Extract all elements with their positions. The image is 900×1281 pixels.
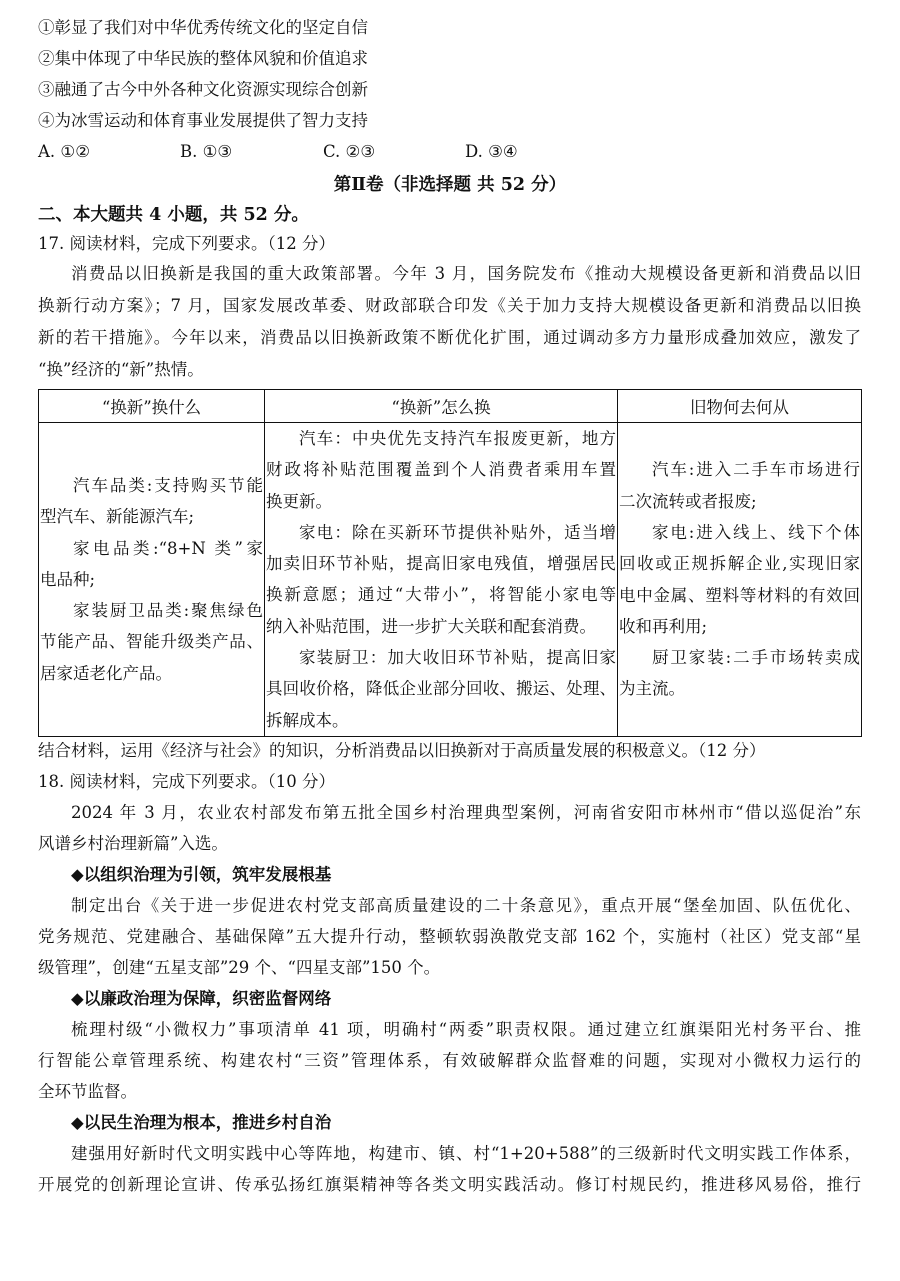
part-header: 二、本大题共 4 小题，共 52 分。 bbox=[38, 205, 309, 225]
text-line: 节能产品、智能升级类产品、 bbox=[40, 632, 263, 652]
paragraph bbox=[40, 470, 263, 533]
paragraph bbox=[40, 533, 263, 596]
choice-a: A. ①② bbox=[38, 142, 90, 161]
answer-choices bbox=[38, 136, 861, 167]
section-heading: ◆以廉政治理为保障，织密监督网络 bbox=[71, 989, 332, 1008]
text-line: 纳入补贴范围，进一步扩大关联和配套消费。 bbox=[266, 616, 596, 636]
choice-c: C. ②③ bbox=[323, 142, 376, 161]
text-line: 级管理”，创建“五星支部”29 个、“四星支部”150 个。 bbox=[38, 958, 441, 977]
paragraph bbox=[266, 423, 616, 517]
text-line: 电中金属、塑料等材料的有效回 bbox=[619, 585, 860, 605]
table-cell-how bbox=[265, 423, 618, 737]
text-line: 制定出台《关于进一步促进农村党支部高质量建设的二十条意见》，重点开展“堡垒加固、队伍优化、 bbox=[71, 896, 861, 915]
table-header: “换新”换什么 bbox=[39, 390, 265, 423]
text-line: 汽车：中央优先支持汽车报废更新，地方 bbox=[299, 429, 616, 448]
choice-b: B. ①③ bbox=[180, 142, 233, 161]
q17-table bbox=[38, 389, 862, 737]
text-line: 风谱乡村治理新篇”入选。 bbox=[38, 834, 228, 853]
paragraph bbox=[619, 517, 860, 642]
paragraph bbox=[38, 797, 861, 859]
text-line: 行智能公章管理系统、构建农村“三资”管理体系，有效破解群众监督难的问题，实现对小微权力运行的 bbox=[38, 1051, 861, 1070]
table-cell-what bbox=[39, 423, 265, 737]
paragraph bbox=[38, 890, 861, 983]
paragraph bbox=[266, 517, 616, 642]
option-4: ④为冰雪运动和体育事业发展提供了智力支持 bbox=[38, 111, 368, 130]
text-line: 消费品以旧换新是我国的重大政策部署。今年 3 月，国务院发布《推动大规模设备更新和消费品以旧 bbox=[71, 264, 861, 283]
paragraph bbox=[38, 1138, 861, 1200]
text-line: 家装厨卫品类:聚焦绿色 bbox=[73, 601, 263, 621]
choice-d: D. ③④ bbox=[465, 142, 518, 161]
option-3: ③融通了古今中外各种文化资源实现综合创新 bbox=[38, 80, 368, 99]
text-line: 拆解成本。 bbox=[266, 710, 349, 730]
text-line: 换更新。 bbox=[266, 491, 332, 511]
section-heading: ◆以民生治理为根本，推进乡村自治 bbox=[71, 1113, 332, 1132]
q17-prompt: 17. 阅读材料，完成下列要求。（12 分） bbox=[38, 234, 335, 253]
text-line: 电品种; bbox=[40, 569, 96, 589]
text-line: 居家适老化产品。 bbox=[40, 663, 172, 683]
paragraph bbox=[619, 642, 860, 705]
text-line: 开展党的创新理论宣讲、传承弘扬红旗渠精神等各类文明实践活动。修订村规民约，推进移风易俗，推行 bbox=[38, 1175, 861, 1194]
text-line: 收和再利用; bbox=[619, 616, 708, 636]
text-line: 汽车品类:支持购买节能 bbox=[73, 475, 263, 495]
text-line: “换”经济的“新”热情。 bbox=[38, 360, 204, 379]
section-title: 第Ⅱ卷（非选择题 共 52 分） bbox=[333, 175, 567, 195]
text-line: 家装厨卫：加大收旧环节补贴，提高旧家 bbox=[299, 648, 616, 668]
text-line: 家电品类:“8+N 类”家 bbox=[73, 538, 263, 558]
table-header: “换新”怎么换 bbox=[265, 390, 618, 423]
paragraph bbox=[38, 1014, 861, 1107]
q17-task-and-q18 bbox=[38, 735, 861, 1200]
option-2: ②集中体现了中华民族的整体风貌和价值追求 bbox=[38, 49, 368, 68]
text-line: 2024 年 3 月，农业农村部发布第五批全国乡村治理典型案例，河南省安阳市林州市“借以巡促治”东 bbox=[71, 803, 861, 822]
text-line: 全环节监督。 bbox=[38, 1082, 137, 1101]
table-header-row bbox=[39, 390, 862, 423]
text-line: 梳理村级“小微权力”事项清单 41 项，明确村“两委”职责权限。通过建立红旗渠阳光村务平台、推 bbox=[71, 1020, 861, 1039]
question-16-options bbox=[38, 12, 861, 167]
q18-prompt: 18. 阅读材料，完成下列要求。（10 分） bbox=[38, 772, 335, 791]
section-heading: ◆以组织治理为引领，筑牢发展根基 bbox=[71, 865, 332, 884]
text-line: 财政将补贴范围覆盖到个人消费者乘用车置 bbox=[266, 460, 616, 480]
table-header: 旧物何去何从 bbox=[618, 390, 862, 423]
table-cell-where bbox=[618, 423, 862, 737]
paragraph bbox=[619, 454, 860, 517]
text-line: 换新行动方案》；7 月，国家发展改革委、财政部联合印发《关于加力支持大规模设备更新和消费品以旧换 bbox=[38, 296, 861, 315]
paragraph bbox=[40, 595, 263, 689]
text-line: 党务规范、党建融合、基础保障”五大提升行动，整顿软弱涣散党支部 162 个，实施村（社区）党支部“星 bbox=[38, 927, 861, 946]
text-line: 厨卫家装:二手市场转卖成 bbox=[652, 648, 860, 668]
text-line: 换新意愿；通过“大带小”，将智能小家电等 bbox=[266, 585, 616, 605]
text-line: 家电:进入线上、线下个体 bbox=[652, 522, 860, 542]
q17-task: 结合材料，运用《经济与社会》的知识，分析消费品以旧换新对于高质量发展的积极意义。（12 分） bbox=[38, 741, 766, 760]
text-line: 建强用好新时代文明实践中心等阵地，构建市、镇、村“1+20+588”的三级新时代文明实践工作体系， bbox=[71, 1144, 861, 1163]
paragraph bbox=[38, 258, 861, 386]
text-line: 二次流转或者报废; bbox=[619, 491, 757, 511]
text-line: 汽车:进入二手车市场进行 bbox=[652, 460, 860, 480]
text-line: 加卖旧环节补贴，提高旧家电残值，增强居民 bbox=[266, 554, 616, 574]
text-line: 家电：除在买新环节提供补贴外，适当增 bbox=[299, 522, 616, 542]
paragraph bbox=[266, 642, 616, 736]
text-line: 回收或正规拆解企业,实现旧家 bbox=[619, 554, 860, 574]
text-line: 具回收价格，降低企业部分回收、搬运、处理、 bbox=[266, 679, 616, 699]
text-line: 新的若干措施》。今年以来，消费品以旧换新政策不断优化扩围，通过调动多方力量形成叠加效应，激发了 bbox=[38, 328, 861, 347]
option-1: ①彰显了我们对中华优秀传统文化的坚定自信 bbox=[38, 18, 368, 37]
text-line: 为主流。 bbox=[619, 679, 685, 699]
q17-material bbox=[38, 258, 861, 386]
text-line: 型汽车、新能源汽车; bbox=[40, 507, 195, 527]
table-row bbox=[39, 423, 862, 737]
